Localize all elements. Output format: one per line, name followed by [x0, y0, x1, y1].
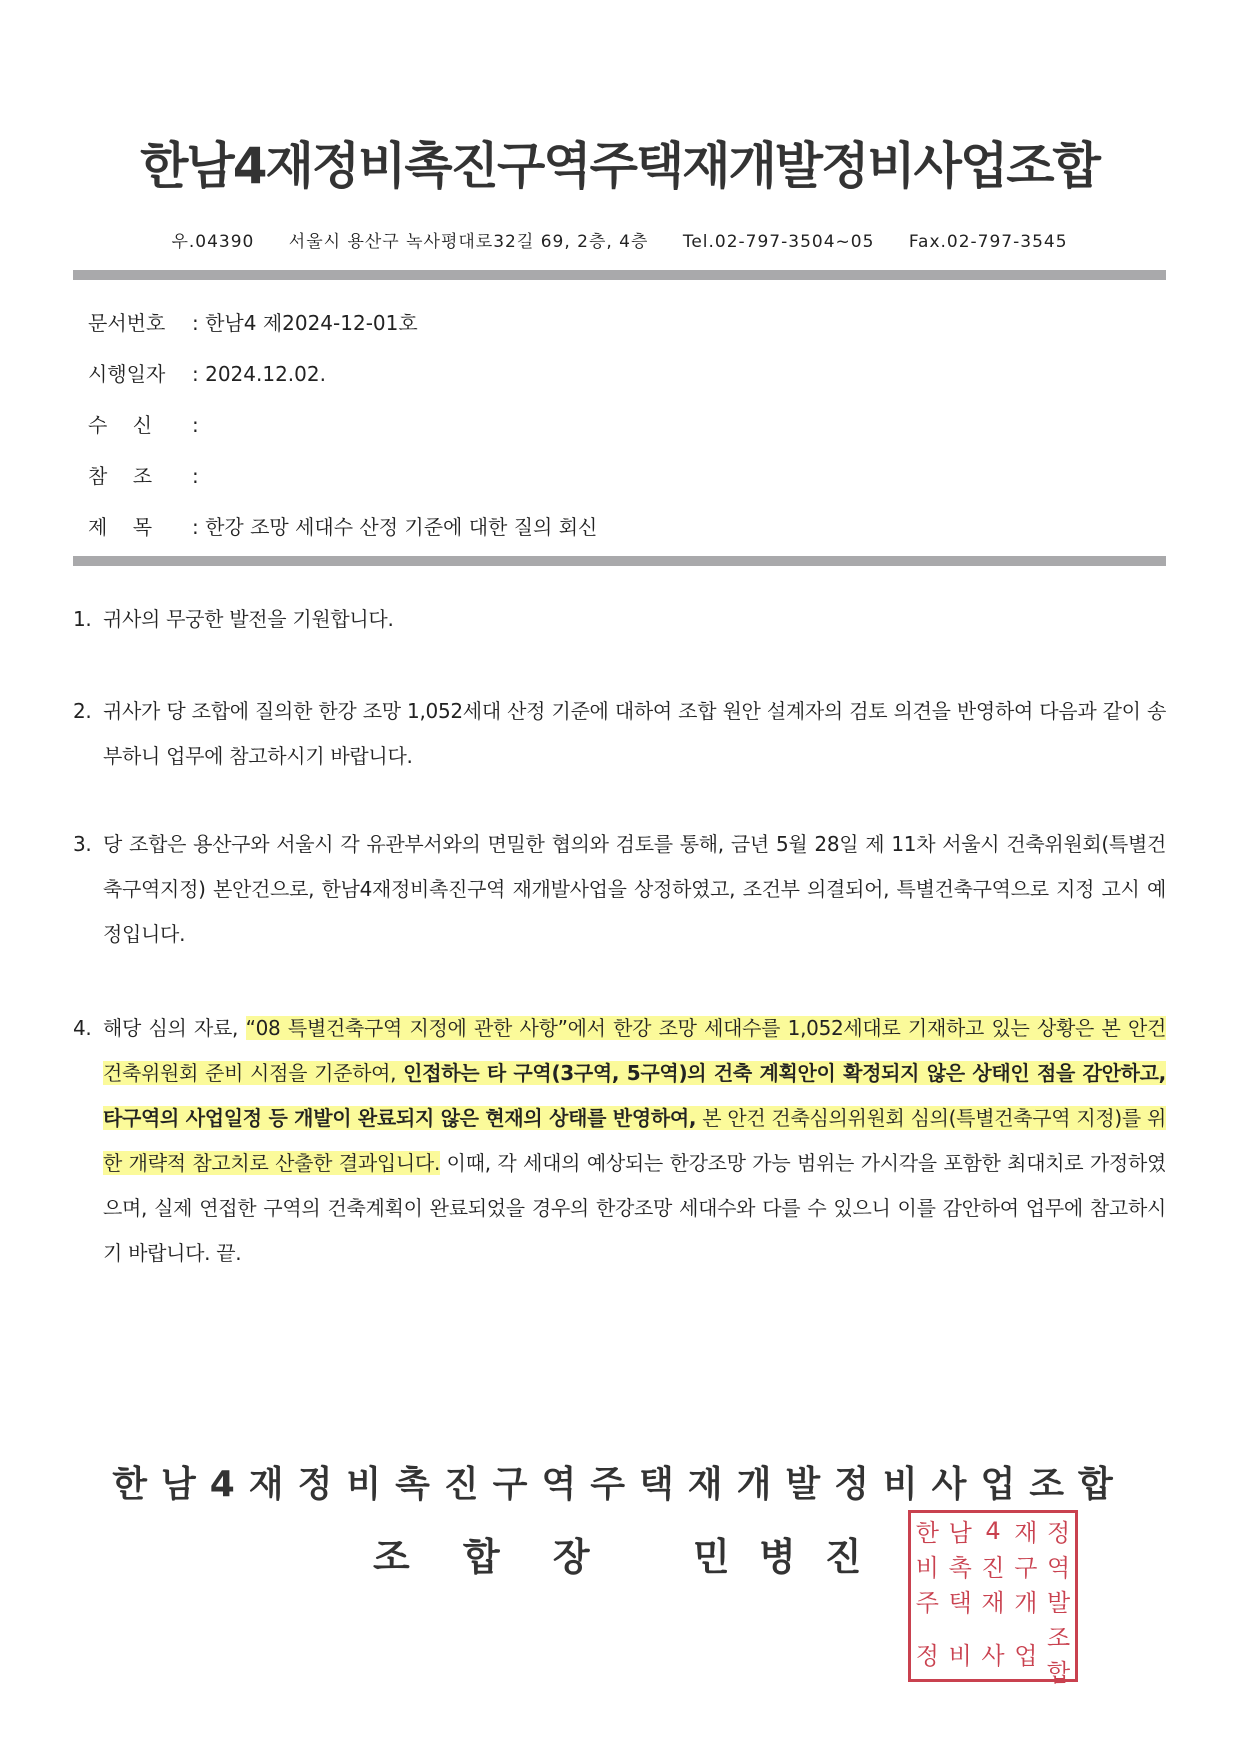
signature-name: 민 병 진 [693, 1535, 870, 1579]
meta-key: 시행일자 [88, 362, 166, 386]
text-segment: 이때, 각 세대의 예상되는 한강조망 가능 범위는 가시각을 포함한 최대치로 가정하였으며, 실제 연접한 구역의 건축계획이 완료되었을 경우의 한강조망 세대수와 다를 수 있으니 이를 감안하여 업무에 참고하시기 바랍니다. 끝. [103, 1151, 1166, 1265]
meta-key: 참 조 [88, 464, 153, 488]
meta-value: : 한남4 제2024-12-01호 [192, 311, 418, 335]
signature-row [73, 1510, 1166, 1687]
paragraph-text: 당 조합은 용산구와 서울시 각 유관부서와의 면밀한 협의와 검토를 통해, 금년 5월 28일 제 11차 서울시 건축위원회(특별건축구역지정) 본안건으로, 한남4재정비촉진구역 재개발사업을 상정하였고, 조건부 의결되어, 특별건축구역으로 지정 고시 예정입니다. [103, 832, 1166, 946]
fax: Fax.02-797-3545 [908, 232, 1068, 252]
paragraph-number: 1. [73, 607, 92, 631]
meta-value: : [192, 413, 199, 437]
paragraph-2 [73, 689, 1166, 779]
paragraph-1 [73, 597, 1166, 642]
text-segment: 해당 심의 자료, [103, 1016, 246, 1040]
meta-doc-number [88, 298, 1166, 349]
meta-key: 문서번호 [88, 311, 166, 335]
highlighted-bold-text: 인접하는 타 구역(3구역, 5구역)의 건축 계획안이 확정되지 않은 상태인 점을 감안하고, 타구역의 사업일정 등 개발이 완료되지 않은 현재의 상태를 반영하여, [103, 1061, 1166, 1130]
meta-value: : 한강 조망 세대수 산정 기준에 대한 질의 회신 [192, 515, 598, 539]
letterhead-address [73, 230, 1166, 254]
meta-date [88, 349, 1166, 400]
document-title: 한남4재정비촉진구역주택재개발정비사업조합 [140, 137, 1099, 195]
meta-reference [88, 451, 1166, 502]
highlighted-text: 본 안건 건축심의위원회 심의(특별건축구역 지정)를 위한 개략적 참고치로 산출한 결과입니다. [103, 1106, 1166, 1175]
meta-recipient [88, 400, 1166, 451]
signature-organization: 한남4재정비촉진구역주택재개발정비사업조합 [112, 1464, 1127, 1505]
paragraph-text: 귀사의 무궁한 발전을 기원합니다. [103, 607, 394, 631]
meta-divider [73, 556, 1166, 566]
paragraph-number: 3. [73, 832, 92, 856]
paragraph-text [73, 1006, 1166, 1276]
paragraph-3 [73, 822, 1166, 957]
signature-position: 조 합 장 [373, 1535, 610, 1579]
meta-value: : 2024.12.02. [192, 362, 326, 386]
meta-subject [88, 502, 1166, 553]
document-info [73, 298, 1166, 553]
paragraph-number: 4. [73, 1016, 92, 1040]
highlighted-text: “08 특별건축구역 지정에 관한 사항”에서 한강 조망 세대수를 1,052세대로 기재하고 있는 상황은 본 안건 건축위원회 준비 시점을 기준하여, [103, 1016, 1167, 1085]
header-divider [73, 270, 1166, 280]
meta-value: : [192, 464, 199, 488]
signature-block [73, 1436, 1166, 1687]
paragraph-number: 2. [73, 699, 92, 723]
paragraph-text: 귀사가 당 조합에 질의한 한강 조망 1,052세대 산정 기준에 대하여 조합 원안 설계자의 검토 의견을 반영하여 다음과 같이 송부하니 업무에 참고하시기 바랍니다. [103, 699, 1166, 768]
telephone: Tel.02-797-3504~05 [682, 232, 875, 252]
paragraph-4 [73, 1006, 1166, 1276]
official-seal: 한 남 4 재 정 비 촉 진 구 역 주 택 재 개 발 정 비 사 업 조합 [908, 1510, 1078, 1682]
meta-key: 제 목 [88, 515, 153, 539]
address: 서울시 용산구 녹사평대로32길 69, 2층, 4층 [288, 232, 649, 252]
postal-code: 우.04390 [171, 232, 255, 252]
meta-key: 수 신 [88, 413, 153, 437]
